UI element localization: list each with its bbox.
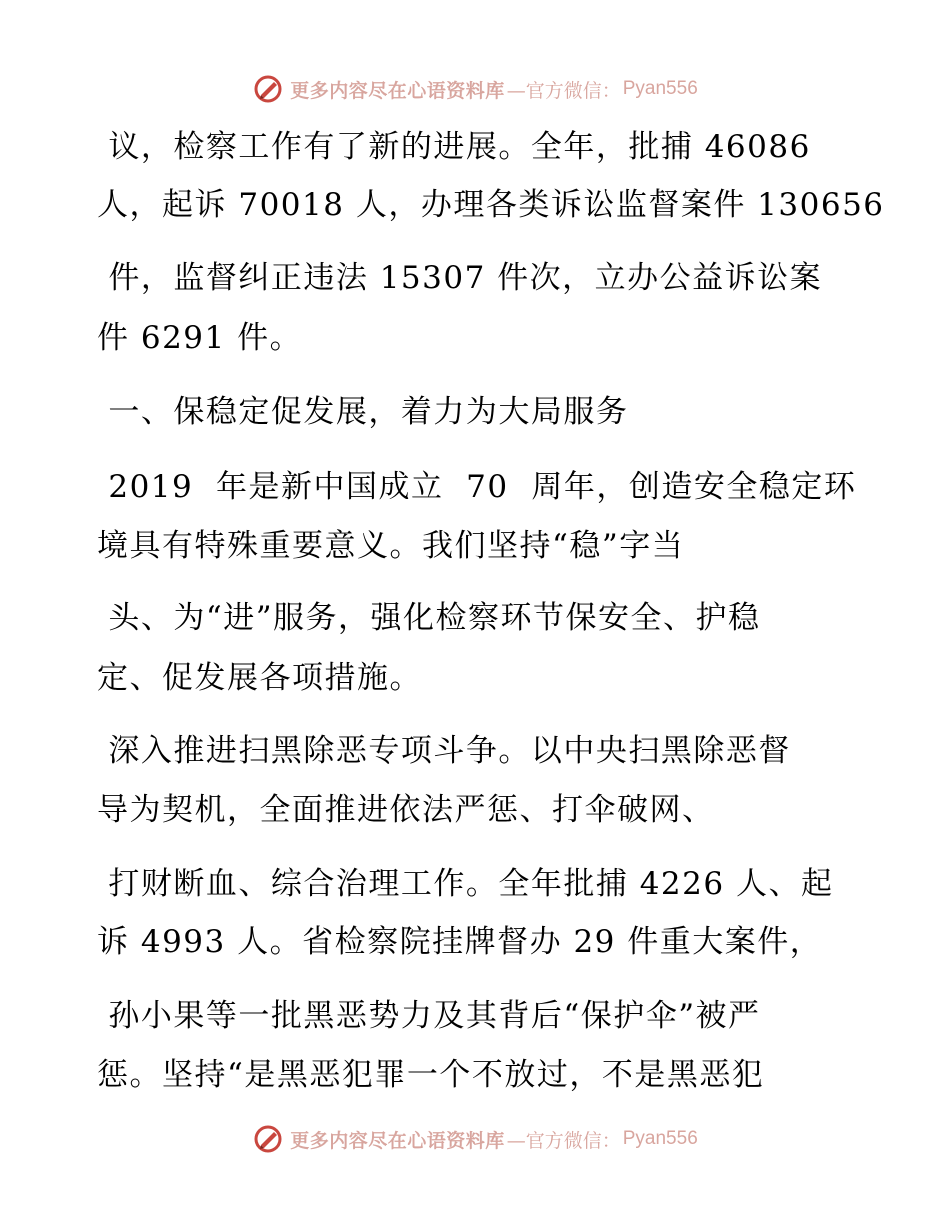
banner-main-text: 更多内容尽在心语资料库: [290, 79, 505, 102]
footer-banner: [0, 1122, 950, 1156]
body-line: 定、促发展各项措施。: [97, 660, 422, 696]
body-line: 议，检察工作有了新的进展。全年，批捕 46086: [97, 129, 811, 165]
body-line: 件，监督纠正违法 15307 件次，立办公益诉讼案: [97, 260, 823, 296]
body-line: 人，起诉 70018 人，办理各类诉讼监督案件 130656: [97, 187, 885, 223]
red-circle-pen-logo-icon: [252, 1123, 284, 1155]
banner-separator-text: —官方微信：: [506, 79, 621, 102]
body-line: 深入推进扫黑除恶专项斗争。以中央扫黑除恶督: [97, 733, 791, 769]
body-line: 惩。坚持“是黑恶犯罪一个不放过，不是黑恶犯: [97, 1057, 765, 1093]
body-line: 打财断血、综合治理工作。全年批捕 4226 人、起: [97, 866, 834, 902]
banner-separator-text: —官方微信：: [506, 1129, 621, 1152]
banner-wechat-id: Pyan556: [622, 78, 698, 99]
body-line: 2019 年是新中国成立 70 周年，创造安全稳定环: [97, 469, 857, 505]
body-line: 境具有特殊重要意义。我们坚持“稳”字当: [97, 528, 685, 564]
banner-wechat-id: Pyan556: [622, 1128, 698, 1149]
body-line: 孙小果等一批黑恶势力及其背后“保护伞”被严: [97, 998, 761, 1034]
body-line: 头、为“进”服务，强化检察环节保安全、护稳: [97, 600, 761, 636]
banner-main-text: 更多内容尽在心语资料库: [290, 1129, 505, 1152]
section-heading: 一、保稳定促发展，着力为大局服务: [97, 394, 629, 430]
body-line: 导为契机，全面推进依法严惩、打伞破网、: [97, 792, 715, 828]
body-line: 诉 4993 人。省检察院挂牌督办 29 件重大案件，: [97, 924, 823, 960]
body-line: 件 6291 件。: [97, 320, 303, 356]
